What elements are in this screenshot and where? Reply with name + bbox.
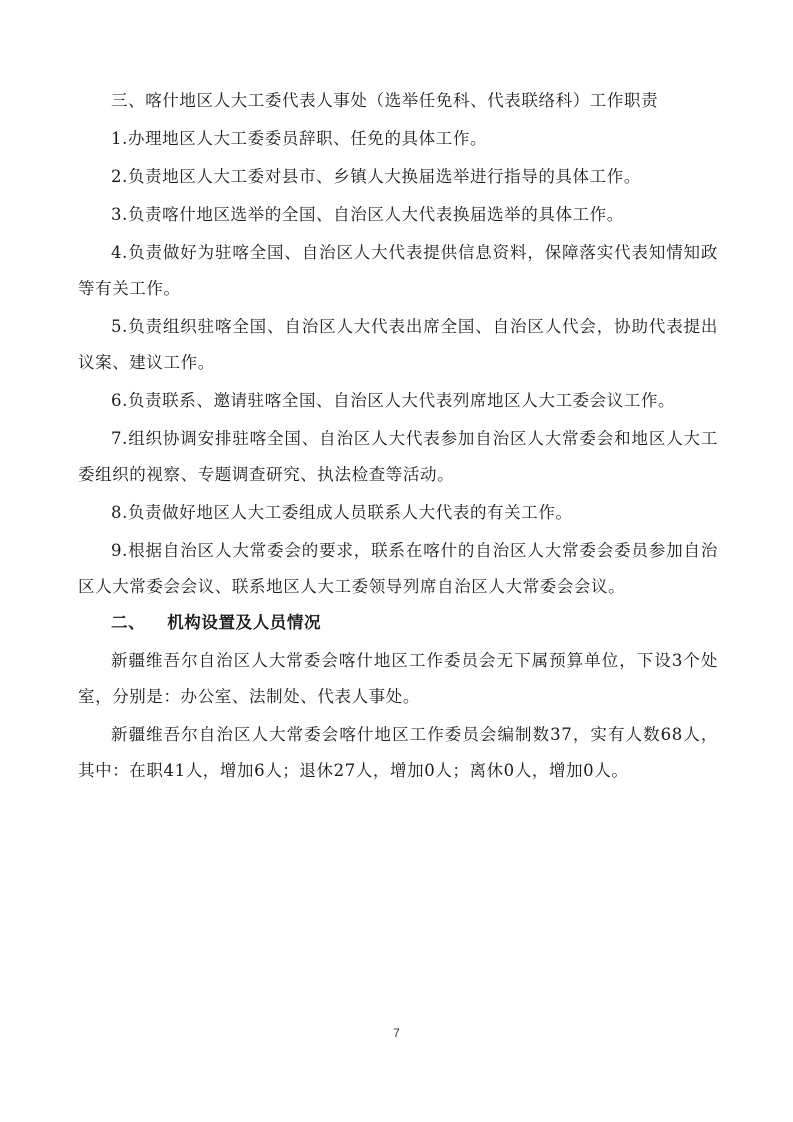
page-number: 7 [393, 1026, 400, 1040]
duty-item-4: 4.负责做好为驻喀全国、自治区人大代表提供信息资料，保障落实代表知情知政等有关工作。 [78, 243, 718, 298]
section-three-title: 三、喀什地区人大工委代表人事处（选举任免科、代表联络科）工作职责 [111, 91, 659, 110]
organization-paragraph: 新疆维吾尔自治区人大常委会喀什地区工作委员会无下属预算单位，下设3个处室，分别是：办公室、法制处、代表人事处。 [78, 651, 718, 706]
duty-item-7: 7.组织协调安排驻喀全国、自治区人大代表参加自治区人大常委会和地区人大工委组织的视察、专题调查研究、执法检查等活动。 [78, 429, 718, 484]
duty-item-2: 2.负责地区人大工委对县市、乡镇人大换届选举进行指导的具体工作。 [111, 167, 641, 186]
document-body [78, 83, 718, 789]
duty-item-6: 6.负责联系、邀请驻喀全国、自治区人大代表列席地区人大工委会议工作。 [111, 391, 676, 410]
section-two-heading [78, 605, 718, 641]
section-two-title: 机构设置及人员情况 [167, 613, 322, 632]
section-two-number: 二、 [111, 613, 146, 632]
staffing-paragraph: 新疆维吾尔自治区人大常委会喀什地区工作委员会编制数37，实有人数68人，其中：在职41人，增加6人；退休27人，增加0人；离休0人，增加0人。 [78, 725, 718, 780]
duty-item-8: 8.负责做好地区人大工委组成人员联系人大代表的有关工作。 [111, 503, 573, 522]
duty-item-3: 3.负责喀什地区选举的全国、自治区人大代表换届选举的具体工作。 [111, 205, 624, 224]
duty-item-9: 9.根据自治区人大常委会的要求，联系在喀什的自治区人大常委会委员参加自治区人大常委会会议、联系地区人大工委领导列席自治区人大常委会会议。 [78, 541, 718, 596]
duty-item-1: 1.办理地区人大工委委员辞职、任免的具体工作。 [111, 129, 488, 148]
duty-item-5: 5.负责组织驻喀全国、自治区人大代表出席全国、自治区人代会，协助代表提出议案、建议工作。 [78, 317, 718, 372]
